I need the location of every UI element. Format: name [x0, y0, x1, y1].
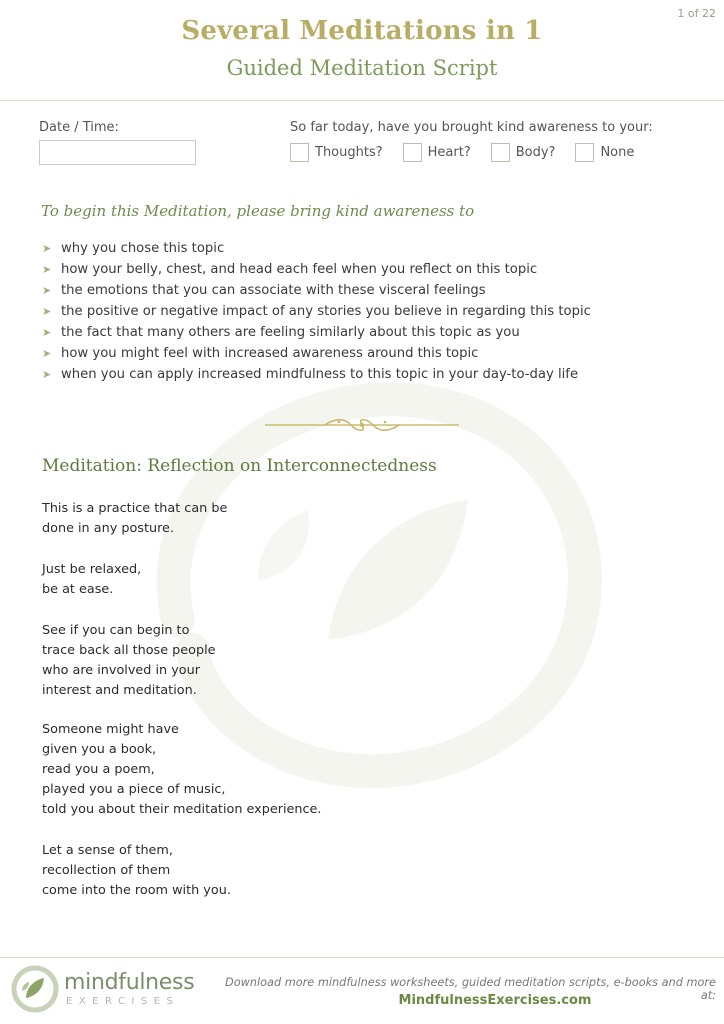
list-item [42, 238, 591, 259]
stanza [42, 720, 322, 820]
list-item [42, 322, 591, 343]
checkbox-heart[interactable] [403, 143, 471, 162]
list-item [42, 364, 591, 385]
list-item-text: why you chose this topic [61, 241, 225, 256]
checkbox-none[interactable] [575, 143, 634, 162]
list-item [42, 301, 591, 322]
stanza-line: See if you can begin to [42, 623, 190, 638]
stanza-line: given you a book, [42, 742, 157, 757]
stanza [42, 621, 216, 701]
date-time-label: Date / Time: [39, 120, 119, 135]
stanza-line: Just be relaxed, [42, 562, 142, 577]
stanza-line: interest and meditation. [42, 683, 197, 698]
stanza-line: be at ease. [42, 582, 114, 597]
arrow-icon: ➤ [42, 347, 52, 360]
meditation-heading: Meditation: Reflection on Interconnectedness [42, 456, 437, 476]
arrow-icon: ➤ [42, 368, 52, 381]
page-subtitle: Guided Meditation Script [226, 56, 498, 80]
list-item [42, 259, 591, 280]
brand-subtitle: EXERCISES [66, 996, 180, 1007]
stanza-line: Let a sense of them, [42, 843, 173, 858]
checkbox-label: Heart? [427, 145, 471, 160]
website-link[interactable]: MindfulnessExercises.com [398, 993, 592, 1008]
intro-bullet-list [42, 238, 591, 385]
stanza-line: done in any posture. [42, 521, 174, 536]
ornament-divider [265, 416, 459, 434]
arrow-icon: ➤ [42, 326, 52, 339]
checkbox-label: Body? [515, 145, 556, 160]
intro-heading: To begin this Meditation, please bring kind awareness to [41, 202, 475, 220]
stanza [42, 499, 227, 539]
date-time-input[interactable] [39, 140, 196, 165]
brand-name: mindfulness [64, 970, 195, 995]
page-number: 1 of 22 [677, 7, 716, 20]
list-item-text: how you might feel with increased awareness around this topic [61, 346, 479, 361]
stanza-line: come into the room with you. [42, 883, 231, 898]
checkbox-label: Thoughts? [315, 145, 383, 160]
list-item [42, 280, 591, 301]
checkbox-box[interactable] [575, 143, 594, 162]
list-item-text: how your belly, chest, and head each feel when you reflect on this topic [61, 262, 538, 277]
page-title: Several Meditations in 1 [181, 16, 543, 46]
checkbox-box[interactable] [403, 143, 422, 162]
stanza-line: recollection of them [42, 863, 171, 878]
download-text: Download more mindfulness worksheets, guided meditation scripts, e-books and more at: [225, 976, 716, 1002]
checkbox-body[interactable] [491, 143, 556, 162]
arrow-icon: ➤ [42, 284, 52, 297]
checkbox-box[interactable] [491, 143, 510, 162]
list-item-text: the fact that many others are feeling similarly about this topic as you [61, 325, 520, 340]
mindfulness-logo-icon [10, 964, 60, 1014]
list-item [42, 343, 591, 364]
stanza-line: played you a piece of music, [42, 782, 226, 797]
stanza-line: trace back all those people [42, 643, 216, 658]
stanza [42, 560, 141, 600]
list-item-text: the emotions that you can associate with these visceral feelings [61, 283, 486, 298]
footer-divider [0, 957, 724, 958]
stanza-line: read you a poem, [42, 762, 155, 777]
stanza-line: told you about their meditation experience. [42, 802, 322, 817]
checkbox-thoughts[interactable] [290, 143, 383, 162]
stanza [42, 841, 231, 901]
stanza-line: who are involved in your [42, 663, 201, 678]
list-item-text: the positive or negative impact of any stories you believe in regarding this topic [61, 304, 591, 319]
awareness-checkboxes [290, 143, 654, 162]
awareness-question: So far today, have you brought kind awareness to your: [290, 120, 653, 135]
list-item-text: when you can apply increased mindfulness to this topic in your day-to-day life [61, 367, 579, 382]
arrow-icon: ➤ [42, 263, 52, 276]
checkbox-box[interactable] [290, 143, 309, 162]
stanza-line: Someone might have [42, 722, 179, 737]
arrow-icon: ➤ [42, 242, 52, 255]
stanza-line: This is a practice that can be [42, 501, 228, 516]
arrow-icon: ➤ [42, 305, 52, 318]
checkbox-label: None [600, 145, 635, 160]
header-divider [0, 100, 724, 101]
